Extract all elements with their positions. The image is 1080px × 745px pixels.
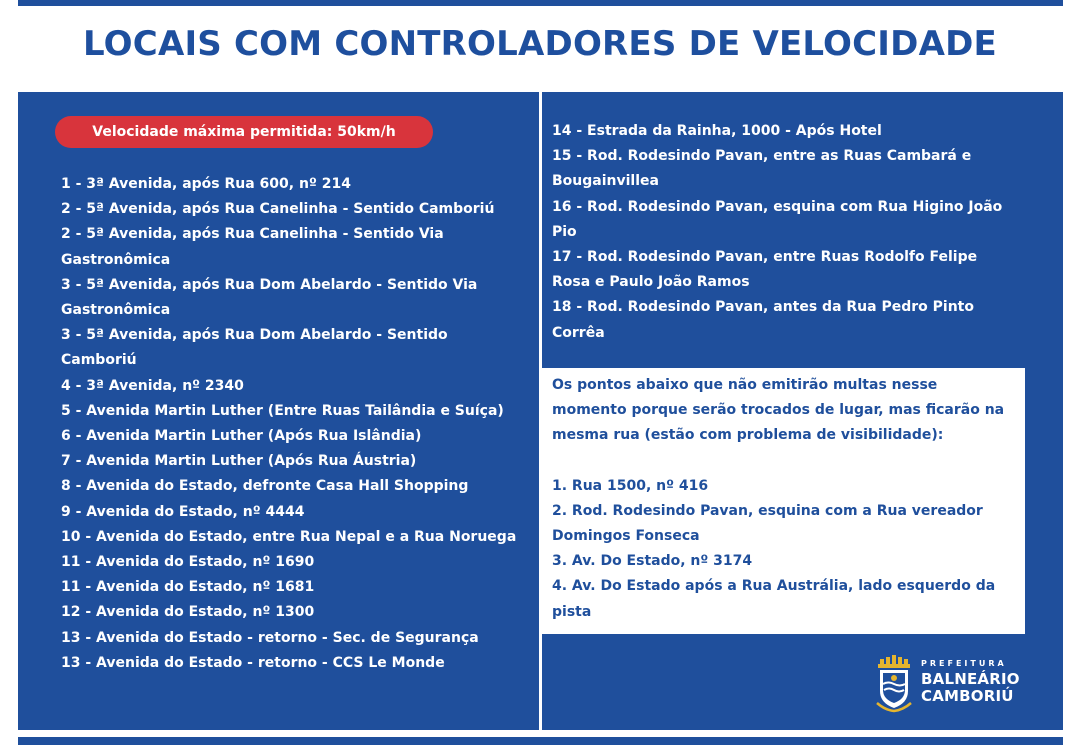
list-item: 11 - Avenida do Estado, nº 1681 — [61, 579, 315, 596]
list-item: 13 - Avenida do Estado - retorno - Sec. de Segurança — [61, 629, 479, 646]
list-item: Rosa e Paulo João Ramos — [552, 274, 750, 291]
logo-city-line1: BALNEÁRIO — [921, 670, 1020, 688]
list-item: 15 - Rod. Rodesindo Pavan, entre as Ruas Cambará e — [552, 148, 972, 165]
list-item: 7 - Avenida Martin Luther (Após Rua Áustria) — [61, 453, 417, 470]
list-item: Gastronômica — [61, 251, 171, 268]
list-item: 4 - 3ª Avenida, nº 2340 — [61, 377, 244, 394]
list-item: 6 - Avenida Martin Luther (Após Rua Islândia) — [61, 428, 422, 445]
list-item: Bougainvillea — [552, 173, 659, 190]
list-item: Gastronômica — [61, 302, 171, 319]
notice-line: Os pontos abaixo que não emitirão multas nesse — [552, 377, 938, 393]
notice-item: Domingos Fonseca — [552, 528, 700, 545]
logo-prefeitura-text: PREFEITURA — [921, 659, 1007, 668]
page-title: LOCAIS COM CONTROLADORES DE VELOCIDADE — [83, 24, 997, 64]
bottom-rule — [18, 737, 1063, 745]
locations-board — [18, 92, 1063, 730]
list-item: 16 - Rod. Rodesindo Pavan, esquina com Rua Higino João — [552, 198, 1003, 215]
list-item: 2 - 5ª Avenida, após Rua Canelinha - Sentido Via — [61, 226, 444, 243]
notice-list — [552, 474, 1017, 625]
list-item: 5 - Avenida Martin Luther (Entre Ruas Tailândia e Suíça) — [61, 402, 504, 419]
notice-line: momento porque serão trocados de lugar, mas ficarão na — [552, 402, 1005, 419]
list-item: 12 - Avenida do Estado, nº 1300 — [61, 604, 315, 621]
locations-list-right — [552, 119, 1022, 346]
list-item: 11 - Avenida do Estado, nº 1690 — [61, 554, 315, 571]
notice-item: 4. Av. Do Estado após a Rua Austrália, lado esquerdo da — [552, 578, 996, 595]
top-rule — [18, 0, 1063, 6]
list-item: 1 - 3ª Avenida, após Rua 600, nº 214 — [61, 176, 351, 192]
list-item: 18 - Rod. Rodesindo Pavan, antes da Rua Pedro Pinto — [552, 299, 974, 316]
list-item: Camboriú — [61, 352, 137, 369]
speed-limit-badge: Velocidade máxima permitida: 50km/h — [55, 116, 433, 148]
list-item: 9 - Avenida do Estado, nº 4444 — [61, 503, 305, 520]
list-item: 3 - 5ª Avenida, após Rua Dom Abelardo - Sentido — [61, 327, 448, 344]
notice-text — [552, 373, 1017, 449]
list-item: 10 - Avenida do Estado, entre Rua Nepal e a Rua Noruega — [61, 528, 517, 545]
list-item: 8 - Avenida do Estado, defronte Casa Hall Shopping — [61, 478, 469, 495]
list-item: 13 - Avenida do Estado - retorno - CCS Le Monde — [61, 654, 445, 671]
notice-line: mesma rua (estão com problema de visibilidade): — [552, 427, 944, 444]
notice-box — [542, 368, 1025, 634]
city-crest-icon — [875, 655, 913, 713]
prefeitura-logo — [875, 655, 1035, 713]
locations-list-left — [61, 172, 531, 676]
list-item: 14 - Estrada da Rainha, 1000 - Após Hotel — [552, 123, 882, 139]
list-item: Corrêa — [552, 324, 605, 341]
notice-item: 3. Av. Do Estado, nº 3174 — [552, 553, 753, 570]
list-item: Pio — [552, 223, 577, 240]
logo-city-line2: CAMBORIÚ — [921, 687, 1014, 705]
list-item: 17 - Rod. Rodesindo Pavan, entre Ruas Rodolfo Felipe — [552, 249, 978, 266]
list-item: 2 - 5ª Avenida, após Rua Canelinha - Sentido Camboriú — [61, 201, 495, 218]
list-item: 3 - 5ª Avenida, após Rua Dom Abelardo - Sentido Via — [61, 276, 478, 293]
notice-item: 2. Rod. Rodesindo Pavan, esquina com a Rua vereador — [552, 502, 983, 519]
notice-item: 1. Rua 1500, nº 416 — [552, 477, 709, 494]
notice-item: pista — [552, 603, 592, 620]
